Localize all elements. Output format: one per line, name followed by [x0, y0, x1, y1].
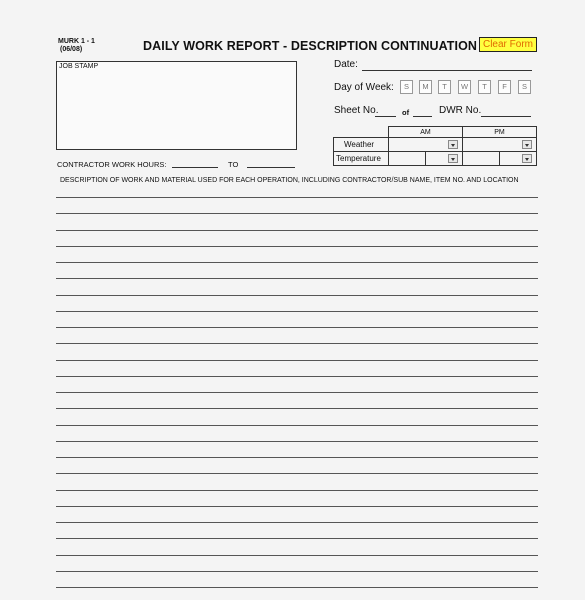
day-checkbox-tue[interactable]: T	[438, 80, 451, 94]
to-label: TO	[228, 160, 239, 169]
of-label: of	[402, 108, 410, 117]
day-checkbox-sat[interactable]: S	[518, 80, 531, 94]
description-line[interactable]	[56, 278, 538, 279]
description-line[interactable]	[56, 246, 538, 247]
description-line[interactable]	[56, 473, 538, 474]
description-line[interactable]	[56, 490, 538, 491]
am-temperature-select[interactable]	[426, 152, 463, 166]
sheet-total-field[interactable]	[413, 116, 432, 117]
dwr-no-field[interactable]	[481, 116, 531, 117]
pm-weather-select[interactable]	[463, 138, 537, 152]
chevron-down-icon[interactable]	[448, 154, 458, 163]
description-line[interactable]	[56, 327, 538, 328]
day-checkbox-thu[interactable]: T	[478, 80, 491, 94]
chevron-down-icon[interactable]	[522, 154, 532, 163]
am-temperature-field[interactable]	[389, 152, 426, 166]
date-label: Date:	[334, 59, 358, 70]
description-line[interactable]	[56, 457, 538, 458]
form-revision-date: (06/08)	[60, 46, 83, 53]
description-line[interactable]	[56, 441, 538, 442]
description-line[interactable]	[56, 197, 538, 198]
job-stamp-box[interactable]	[56, 61, 297, 150]
day-checkbox-mon[interactable]: M	[419, 80, 432, 94]
am-weather-select[interactable]	[389, 138, 463, 152]
description-line[interactable]	[56, 376, 538, 377]
form-code: MURK 1 - 1	[58, 38, 95, 45]
am-header: AM	[389, 127, 463, 138]
description-line[interactable]	[56, 555, 538, 556]
description-line[interactable]	[56, 506, 538, 507]
dwr-no-label: DWR No.	[439, 105, 482, 116]
chevron-down-icon[interactable]	[448, 140, 458, 149]
description-line[interactable]	[56, 425, 538, 426]
description-line[interactable]	[56, 213, 538, 214]
description-line[interactable]	[56, 262, 538, 263]
description-line[interactable]	[56, 230, 538, 231]
description-line[interactable]	[56, 392, 538, 393]
description-line[interactable]	[56, 311, 538, 312]
temperature-row-label: Temperature	[334, 152, 389, 166]
description-line[interactable]	[56, 295, 538, 296]
sheet-no-label: Sheet No.	[334, 105, 379, 116]
description-line[interactable]	[56, 343, 538, 344]
contractor-hours-end-field[interactable]	[247, 167, 295, 168]
clear-form-button[interactable]: Clear Form	[479, 37, 537, 52]
day-checkbox-sun[interactable]: S	[400, 80, 413, 94]
weather-table	[333, 126, 537, 166]
description-line[interactable]	[56, 360, 538, 361]
description-line[interactable]	[56, 408, 538, 409]
day-of-week-label: Day of Week:	[334, 82, 394, 93]
day-checkbox-wed[interactable]: W	[458, 80, 471, 94]
pm-header: PM	[463, 127, 537, 138]
weather-row-label: Weather	[334, 138, 389, 152]
sheet-no-field[interactable]	[375, 116, 396, 117]
contractor-hours-label: CONTRACTOR WORK HOURS:	[57, 160, 167, 169]
page-title: DAILY WORK REPORT - DESCRIPTION CONTINUATION	[143, 39, 478, 53]
pm-temperature-field[interactable]	[463, 152, 500, 166]
description-line[interactable]	[56, 587, 538, 588]
contractor-hours-start-field[interactable]	[172, 167, 218, 168]
description-heading: DESCRIPTION OF WORK AND MATERIAL USED FOR EACH OPERATION, INCLUDING CONTRACTOR/SUB NAME, ITEM NO. AND LOCATION	[60, 177, 519, 184]
date-field[interactable]	[362, 70, 532, 71]
description-line[interactable]	[56, 522, 538, 523]
description-line[interactable]	[56, 538, 538, 539]
description-line[interactable]	[56, 571, 538, 572]
chevron-down-icon[interactable]	[522, 140, 532, 149]
day-checkbox-fri[interactable]: F	[498, 80, 511, 94]
pm-temperature-select[interactable]	[500, 152, 537, 166]
job-stamp-label: JOB STAMP	[59, 63, 99, 70]
